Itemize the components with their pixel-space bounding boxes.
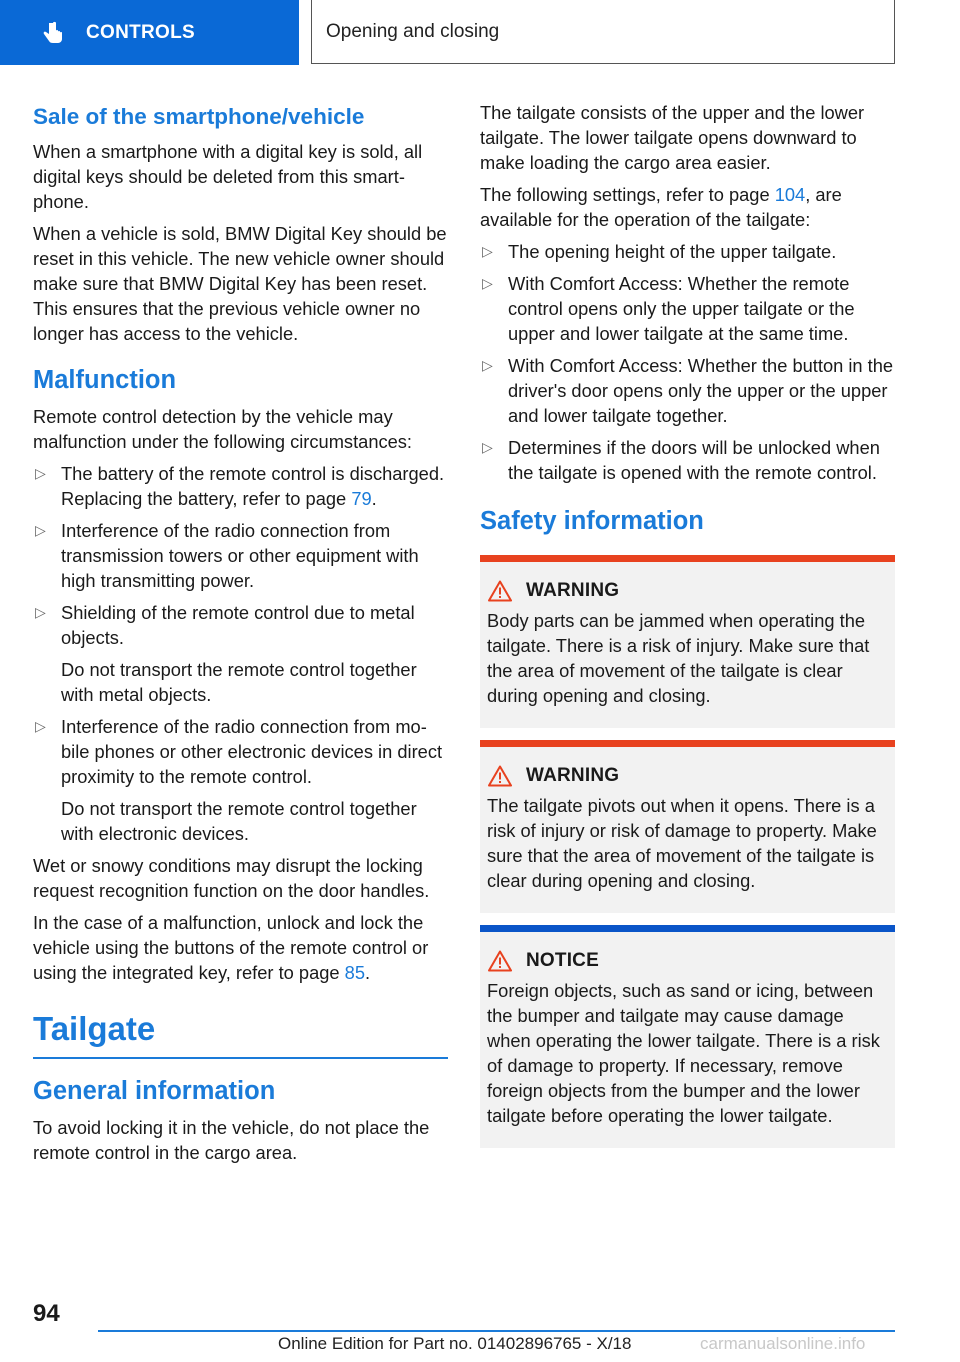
watermark: carmanualsonline.info — [700, 1334, 866, 1353]
list-item-subtext: Do not transport the remote control together with electronic devices. — [61, 798, 417, 844]
edition-text: Online Edition for Part no. 01402896765 - X/18 — [278, 1334, 632, 1353]
settings-tail: , are available for the operation of the tailgate: — [480, 184, 842, 230]
warning-box — [480, 555, 895, 728]
sale-paragraph-2: When a vehicle is sold, BMW Digital Key should be reset in this vehicle. The new vehicle owner should make sure that BMW Digital Key has been reset. This ensures that the previous vehicle owner no longer has access to the vehicle. — [33, 223, 447, 344]
malfunction-list — [33, 461, 448, 846]
list-item — [480, 271, 895, 346]
notice-label: NOTICE — [526, 950, 599, 971]
list-item — [33, 600, 448, 707]
general-information-text: To avoid locking it in the vehicle, do not place the remote control in the cargo area. — [33, 1117, 430, 1163]
page-link[interactable]: 85 — [344, 962, 365, 983]
warning-bar — [480, 555, 895, 562]
list-item-text: Interference of the radio connection from transmission towers or other equipment with high transmitting power. — [61, 520, 419, 591]
notice-label: WARNING — [526, 580, 620, 601]
list-item — [480, 239, 895, 264]
list-item-text: With Comfort Access: Whether the button in the driver's door opens only the upper or the upper and lower tailgate together. — [508, 355, 894, 426]
triangle-bullet-icon: ▷ — [35, 604, 46, 620]
triangle-bullet-icon: ▷ — [35, 465, 46, 481]
tailgate-description: The tailgate consists of the upper and the lower tailgate. The lower tailgate opens downward to make loading the cargo area easier. — [480, 102, 865, 173]
list-item — [480, 435, 895, 485]
case-text: In the case of a malfunction, unlock and lock the vehicle using the buttons of the remote control or using the integrated key, refer to page — [33, 912, 429, 983]
page-number: 94 — [33, 1300, 60, 1327]
wet-conditions-paragraph: Wet or snowy conditions may disrupt the locking request recognition function on the door handles. — [33, 855, 430, 901]
list-item — [33, 461, 448, 511]
malfunction-intro: Remote control detection by the vehicle may malfunction under the following circumstances: — [33, 406, 413, 452]
list-item-text: The battery of the remote control is discharged. Replacing the battery, refer to page — [61, 463, 445, 509]
general-information-heading: General information — [33, 1077, 276, 1105]
case-tail: . — [365, 962, 371, 983]
notice-label: WARNING — [526, 765, 620, 786]
list-item-text: Determines if the doors will be unlocked when the tailgate is opened with the remote control. — [508, 437, 880, 483]
list-item — [33, 714, 448, 846]
warning-triangle-icon — [488, 580, 512, 602]
safety-information-heading: Safety information — [480, 507, 704, 535]
triangle-bullet-icon: ▷ — [482, 243, 493, 259]
notice-box — [480, 925, 895, 1148]
notice-text: Body parts can be jammed when operating the tailgate. There is a risk of injury. Make sure that the area of movement of the tailgate is clear during opening and closing. — [487, 610, 870, 706]
warning-triangle-icon — [488, 950, 512, 972]
chapter-title: Opening and closing — [311, 0, 895, 64]
notice-bar — [480, 925, 895, 932]
list-item-text: Shielding of the remote control due to metal objects. — [61, 602, 415, 648]
triangle-bullet-icon: ▷ — [482, 275, 493, 291]
warning-triangle-icon — [488, 765, 512, 787]
page-link[interactable]: 79 — [351, 488, 372, 509]
notice-text: The tailgate pivots out when it opens. There is a risk of injury or risk of damage to property. Make sure that the area of movement of the tailgate is clear during opening and closing. — [487, 795, 877, 891]
section-tab — [0, 0, 299, 65]
settings-text: The following settings, refer to page — [480, 184, 775, 205]
triangle-bullet-icon: ▷ — [482, 357, 493, 373]
section-label: CONTROLS — [86, 21, 196, 43]
triangle-bullet-icon: ▷ — [35, 522, 46, 538]
left-column — [33, 100, 448, 1172]
hand-touch-icon — [40, 20, 66, 46]
list-item-tail: . — [371, 488, 377, 509]
right-column — [480, 100, 895, 1160]
page-link[interactable]: 104 — [774, 184, 806, 205]
list-item-text: The opening height of the upper tailgate. — [508, 241, 837, 262]
notice-text: Foreign objects, such as sand or icing, between the bumper and tailgate may cause damage when operating the lower tailgate. There is a risk of damage to property. If necessary, remove foreign objects from the bumper and the lower tailgate before operating the lower tailgate. — [487, 980, 880, 1126]
malfunction-heading: Malfunction — [33, 366, 177, 394]
settings-list — [480, 239, 895, 485]
malfunction-case-paragraph — [33, 910, 448, 985]
sale-heading: Sale of the smartphone/vehicle — [33, 104, 365, 129]
warning-bar — [480, 740, 895, 747]
list-item-subtext: Do not transport the remote control together with metal objects. — [61, 659, 417, 705]
warning-box — [480, 740, 895, 913]
list-item-text: Interference of the radio connection from mobile phones or other electronic devices in direct proximity to the remote control. — [61, 716, 443, 787]
triangle-bullet-icon: ▷ — [482, 439, 493, 455]
tailgate-heading: Tailgate — [33, 1010, 156, 1047]
settings-paragraph — [480, 182, 895, 232]
list-item — [33, 518, 448, 593]
triangle-bullet-icon: ▷ — [35, 718, 46, 734]
heading-rule — [33, 1057, 448, 1059]
list-item-text: With Comfort Access: Whether the remote control opens only the upper tailgate or the upper and lower tailgate at the same time. — [508, 273, 855, 344]
list-item — [480, 353, 895, 428]
sale-paragraph-1: When a smartphone with a digital key is sold, all digital keys should be deleted from this smartphone. — [33, 141, 423, 212]
footer-rule — [98, 1330, 895, 1332]
